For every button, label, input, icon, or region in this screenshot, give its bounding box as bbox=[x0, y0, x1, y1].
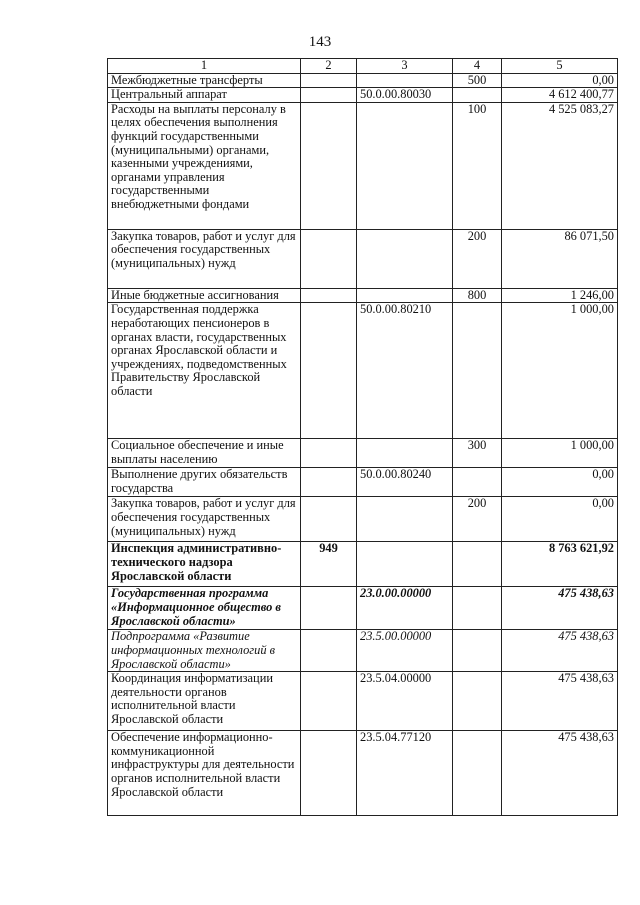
row-name: Подпрограмма «Развитие информационных технологий в Ярославской области» bbox=[108, 630, 301, 672]
row-expense-type: 100 bbox=[453, 102, 502, 229]
row-name: Закупка товаров, работ и услуг для обеспечения государственных (муниципальных) нужд bbox=[108, 229, 301, 288]
table-row bbox=[108, 88, 618, 103]
row-name: Инспекция административно-технического надзора Ярославской области bbox=[108, 542, 301, 587]
table-row bbox=[108, 468, 618, 497]
row-expense-type bbox=[453, 672, 502, 731]
row-target-code: 23.5.00.00000 bbox=[357, 630, 453, 672]
row-target-code bbox=[357, 439, 453, 468]
row-code-admin bbox=[301, 468, 357, 497]
row-code-admin bbox=[301, 630, 357, 672]
table-row bbox=[108, 497, 618, 542]
row-amount: 475 438,63 bbox=[502, 672, 618, 731]
row-name: Межбюджетные трансферты bbox=[108, 73, 301, 88]
row-expense-type: 300 bbox=[453, 439, 502, 468]
row-target-code: 23.5.04.00000 bbox=[357, 672, 453, 731]
row-amount: 0,00 bbox=[502, 468, 618, 497]
row-target-code: 23.5.04.77120 bbox=[357, 731, 453, 816]
row-amount: 475 438,63 bbox=[502, 587, 618, 630]
header-col-3: 3 bbox=[357, 59, 453, 74]
row-code-admin bbox=[301, 288, 357, 303]
table-row bbox=[108, 587, 618, 630]
row-name: Социальное обеспечение и иные выплаты населению bbox=[108, 439, 301, 468]
row-amount: 475 438,63 bbox=[502, 630, 618, 672]
row-amount: 0,00 bbox=[502, 497, 618, 542]
table-row bbox=[108, 439, 618, 468]
row-expense-type bbox=[453, 468, 502, 497]
row-expense-type bbox=[453, 731, 502, 816]
row-name: Обеспечение информационно-коммуникационной инфраструктуры для деятельности органов исполнительной власти Ярославской области bbox=[108, 731, 301, 816]
row-amount: 1 246,00 bbox=[502, 288, 618, 303]
table-row bbox=[108, 303, 618, 439]
row-amount: 4 525 083,27 bbox=[502, 102, 618, 229]
row-expense-type: 200 bbox=[453, 497, 502, 542]
row-target-code: 50.0.00.80030 bbox=[357, 88, 453, 103]
row-amount: 1 000,00 bbox=[502, 303, 618, 439]
row-name: Иные бюджетные ассигнования bbox=[108, 288, 301, 303]
row-code-admin bbox=[301, 439, 357, 468]
header-row bbox=[108, 59, 618, 74]
row-target-code bbox=[357, 497, 453, 542]
row-amount: 1 000,00 bbox=[502, 439, 618, 468]
row-expense-type bbox=[453, 542, 502, 587]
table-row bbox=[108, 672, 618, 731]
row-target-code: 50.0.00.80240 bbox=[357, 468, 453, 497]
row-name: Центральный аппарат bbox=[108, 88, 301, 103]
row-target-code bbox=[357, 102, 453, 229]
row-code-admin bbox=[301, 731, 357, 816]
row-code-admin bbox=[301, 497, 357, 542]
row-expense-type bbox=[453, 630, 502, 672]
table-row bbox=[108, 229, 618, 288]
table-row bbox=[108, 102, 618, 229]
row-code-admin bbox=[301, 672, 357, 731]
row-expense-type bbox=[453, 303, 502, 439]
row-code-admin bbox=[301, 229, 357, 288]
budget-table bbox=[107, 58, 618, 816]
table-row bbox=[108, 630, 618, 672]
table-row bbox=[108, 542, 618, 587]
table-row bbox=[108, 288, 618, 303]
header-col-2: 2 bbox=[301, 59, 357, 74]
row-expense-type: 200 bbox=[453, 229, 502, 288]
row-amount: 8 763 621,92 bbox=[502, 542, 618, 587]
row-name: Государственная программа «Информационное общество в Ярославской области» bbox=[108, 587, 301, 630]
row-target-code bbox=[357, 542, 453, 587]
row-amount: 475 438,63 bbox=[502, 731, 618, 816]
row-expense-type: 500 bbox=[453, 73, 502, 88]
row-target-code bbox=[357, 73, 453, 88]
row-amount: 4 612 400,77 bbox=[502, 88, 618, 103]
row-code-admin: 949 bbox=[301, 542, 357, 587]
row-target-code bbox=[357, 288, 453, 303]
row-code-admin bbox=[301, 88, 357, 103]
row-target-code bbox=[357, 229, 453, 288]
row-code-admin bbox=[301, 102, 357, 229]
row-code-admin bbox=[301, 303, 357, 439]
row-name: Расходы на выплаты персоналу в целях обеспечения выполнения функций государственными (муниципальными) органами, казенными учреждениями, органами управления государственными внебюджетными фондами bbox=[108, 102, 301, 229]
table-row bbox=[108, 731, 618, 816]
header-col-1: 1 bbox=[108, 59, 301, 74]
row-name: Государственная поддержка неработающих пенсионеров в органах власти, государственных органах Ярославской области и учреждениях, подведомственных Правительству Ярославской области bbox=[108, 303, 301, 439]
table-row bbox=[108, 73, 618, 88]
row-expense-type bbox=[453, 587, 502, 630]
row-name: Выполнение других обязательств государства bbox=[108, 468, 301, 497]
row-name: Координация информатизации деятельности органов исполнительной власти Ярославской области bbox=[108, 672, 301, 731]
header-col-4: 4 bbox=[453, 59, 502, 74]
row-amount: 0,00 bbox=[502, 73, 618, 88]
row-amount: 86 071,50 bbox=[502, 229, 618, 288]
row-code-admin bbox=[301, 73, 357, 88]
row-expense-type: 800 bbox=[453, 288, 502, 303]
row-target-code: 50.0.00.80210 bbox=[357, 303, 453, 439]
row-target-code: 23.0.00.00000 bbox=[357, 587, 453, 630]
row-code-admin bbox=[301, 587, 357, 630]
row-name: Закупка товаров, работ и услуг для обеспечения государственных (муниципальных) нужд bbox=[108, 497, 301, 542]
header-col-5: 5 bbox=[502, 59, 618, 74]
page-number: 143 bbox=[308, 34, 332, 50]
row-expense-type bbox=[453, 88, 502, 103]
